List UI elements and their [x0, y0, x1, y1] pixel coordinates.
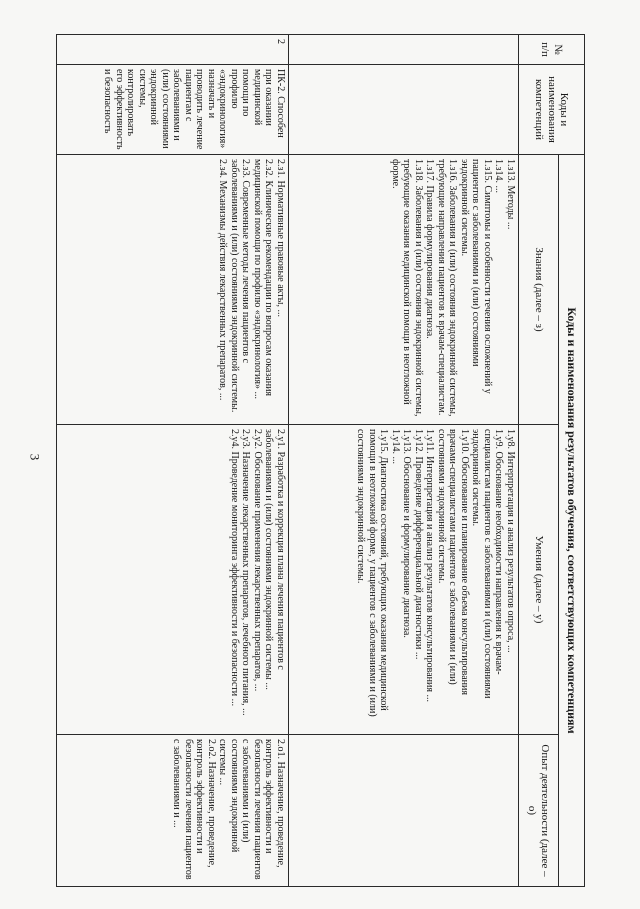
header-skills: Умения (далее – у): [519, 425, 559, 735]
header-code: Коды и наименования компетенций: [519, 65, 585, 155]
row2-code-cell: [57, 65, 289, 155]
header-knowledge: Знания (далее – з): [519, 155, 559, 425]
table-row: [289, 35, 519, 887]
row1-experience-cell: [289, 735, 519, 887]
row1-knowledge-cell: [289, 155, 519, 425]
table-row: [57, 35, 289, 887]
row2-knowledge: 2.з1. Нормативные правовые акты, ... 2.з2. Клинические рекомендации по вопросам оказания медицинской помощи по профилю «эндокринология» ... 2.з3. Современные методы лечения пациентов с заболеваниями и (или) состояниями эндокринной системы. 2.з4. Механизмы действия лекарственных препаратов, ...: [217, 159, 286, 413]
header-results-title: Коды и наименования результатов обучения, соответствующих компетенциям: [559, 155, 585, 887]
row1-skills: 1.у8. Интерпретация и анализ результатов опроса, ... 1.у9. Обоснование необходимости направления к врачам-специалистам пациентов с заболеваниями и (или) состояниями эндокринной системы. 1.у10. Обоснование и планирование объема консультирования врачами-специалистами пациентов с заболеваниями и (или) состояниями эндокринной системы. 1.у11. Интерпретация и анализ результатов консультирования ... 1.у12. Проведение дифференциальной диагностики ... 1.у13. Обоснование и формулирование диагноза. 1.у14. ... 1.у15. Диагностика состояний, требующих оказания медицинской помощи в неотложной форме, у пациентов с заболеваниями и (или) состояниями эндокринной системы.: [355, 429, 516, 717]
page-number: 3: [27, 453, 43, 461]
row2-experience-cell: [57, 735, 289, 887]
competencies-table: [56, 34, 585, 887]
row2-num: 2: [57, 35, 289, 65]
row1-knowledge: 1.з13. Методы ... 1.з14. ... 1.з15. Симптомы и особенности течения осложнений у пациентов с заболеваниями и (или) состояниями эндокринной системы. 1.з16. Заболевания и (или) состояния эндокринной системы, требующие направления пациентов к врачам-специалистам. 1.з17. Правила формулирования диагноза. 1.з18. Заболевания и (или) состояния эндокринной системы, требующие оказания медицинской помощи в неотложной форме.: [390, 159, 516, 417]
header-experience: Опыт деятельности (далее – о): [519, 735, 559, 887]
row1-code-cell: [289, 65, 519, 155]
row2-skills: 2.у1. Разработка и коррекция плана лечения пациентов с заболеваниями и (или) состояниями эндокринной системы ... 2.у2. Обоснование применения лекарственных препаратов, ... 2.у3. Назначение лекарственных препаратов, лечебного питания, ... 2.у4. Проведение мониторинга эффективности и безопасности ...: [229, 429, 286, 716]
row2-code: ПК-2. Способен при оказании медицинской помощи по профилю «эндокринология» назначать и проводить лечение пациентам с заболеваниями и (или) состояниями эндокринной системы, контролировать его эффективность и безопасность: [102, 69, 286, 150]
row2-knowledge-cell: [57, 155, 289, 425]
row2-experience: 2.о1. Назначение, проведение, контроль эффективности и безопасности лечения пациентов с заболеваниями и (или) состояниями эндокринной системы ... 2.о2. Назначение, проведение, контроль эффективности и безопасности лечения пациентов с заболеваниями и ...: [171, 739, 286, 880]
row1-num-cell: [289, 35, 519, 65]
row2-skills-cell: [57, 425, 289, 735]
row1-skills-cell: [289, 425, 519, 735]
header-num: № п/п: [519, 35, 585, 65]
